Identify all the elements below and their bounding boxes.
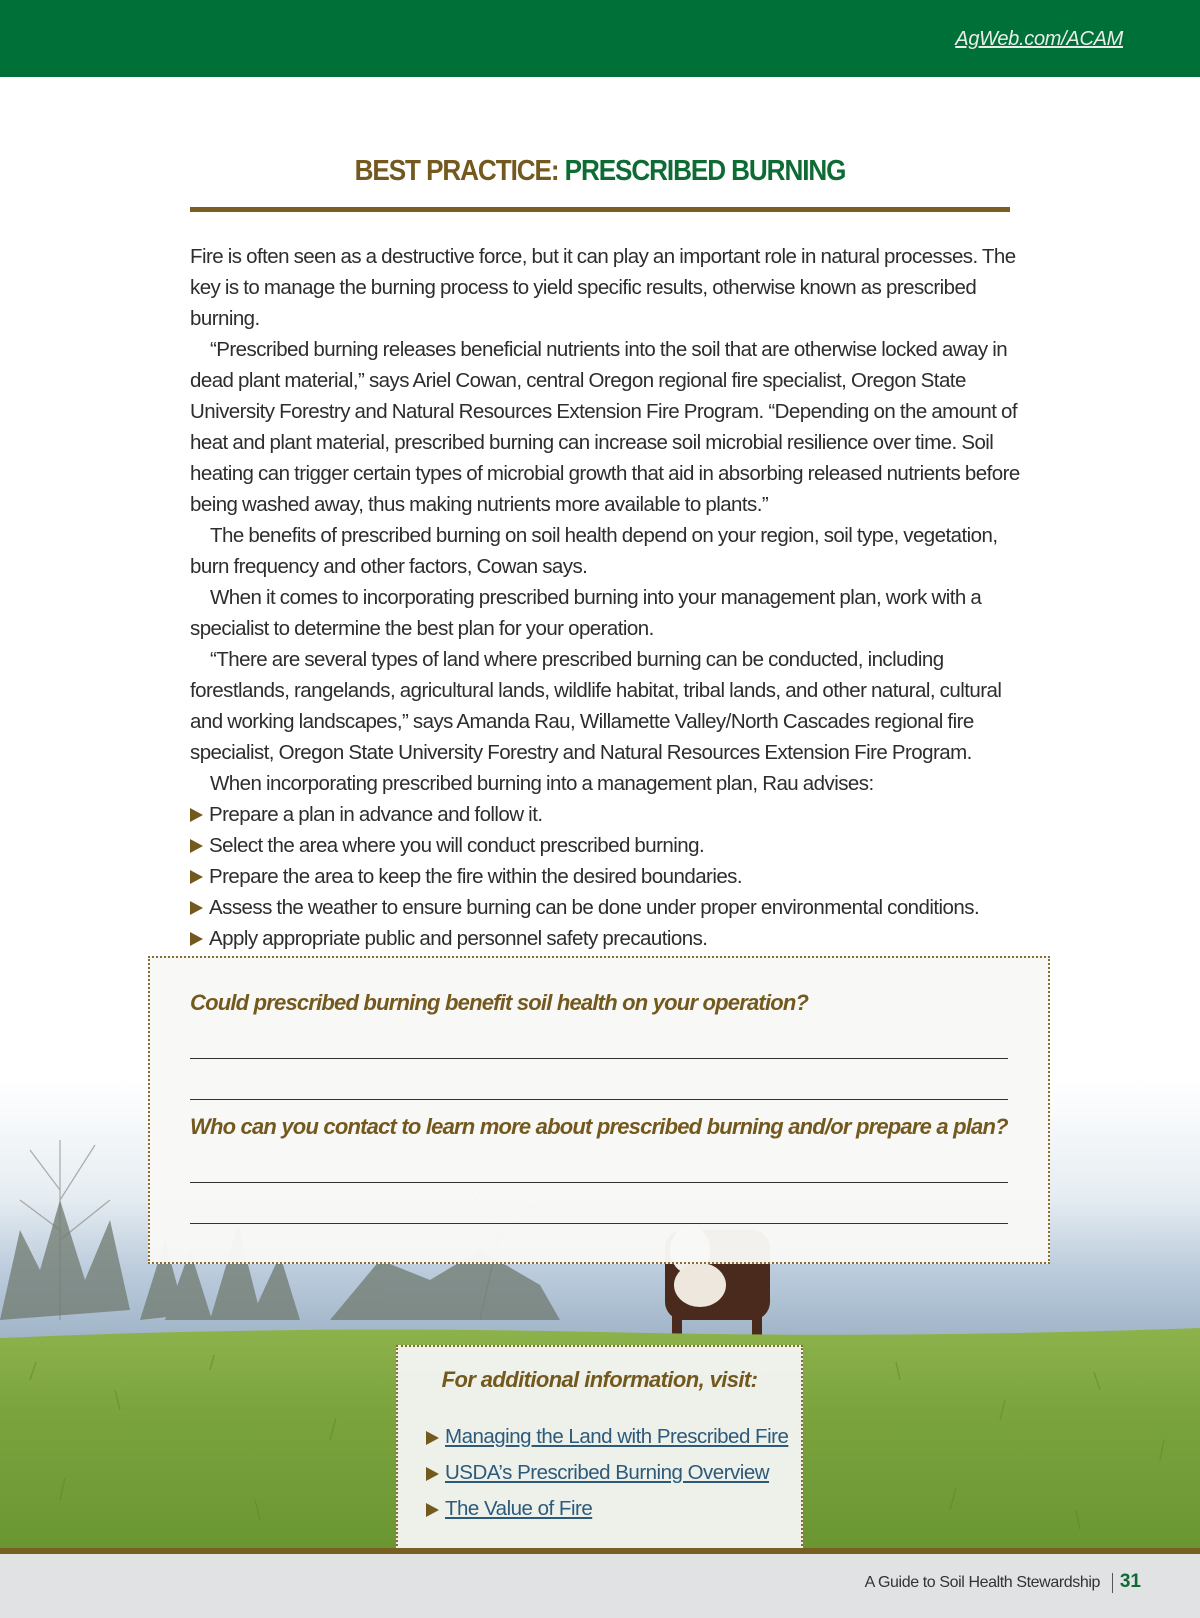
list-item: Assess the weather to ensure burning can be done under proper environmental conditions. <box>190 892 1020 923</box>
link-managing-land[interactable]: Managing the Land with Prescribed Fire <box>445 1425 789 1448</box>
answer-line <box>190 1223 1008 1224</box>
triangle-bullet-icon <box>190 839 203 853</box>
article-body <box>190 241 1020 954</box>
triangle-bullet-icon <box>190 870 203 884</box>
article-paragraph: The benefits of prescribed burning on soil health depend on your region, soil type, vegetation, burn frequency and other factors, Cowan says. <box>190 524 998 578</box>
guide-title: A Guide to Soil Health Stewardship <box>864 1574 1100 1591</box>
answer-line <box>190 1099 1008 1100</box>
list-item <box>426 1455 788 1491</box>
article-paragraph: When it comes to incorporating prescribed burning into your management plan, work with a specialist to determine the best plan for your operation. <box>190 586 982 640</box>
additional-info-box <box>396 1345 803 1550</box>
question-2: Who can you contact to learn more about prescribed burning and/or prepare a plan? <box>190 1114 1008 1139</box>
answer-line <box>190 1182 1008 1183</box>
resource-links <box>426 1419 788 1527</box>
top-banner <box>0 0 1200 77</box>
triangle-bullet-icon <box>190 901 203 915</box>
page-footer <box>0 1554 1200 1618</box>
article-paragraph: When incorporating prescribed burning into a management plan, Rau advises: <box>210 772 874 795</box>
list-item: Select the area where you will conduct prescribed burning. <box>190 830 1020 861</box>
link-value-of-fire[interactable]: The Value of Fire <box>445 1497 593 1520</box>
triangle-bullet-icon <box>426 1467 439 1481</box>
list-item: Prepare the area to keep the fire within the desired boundaries. <box>190 861 1020 892</box>
section-label: BEST PRACTICE: <box>354 155 559 187</box>
link-usda-overview[interactable]: USDA’s Prescribed Burning Overview <box>445 1461 770 1484</box>
info-heading: For additional information, visit: <box>441 1367 758 1392</box>
answer-line <box>190 1058 1008 1059</box>
list-item <box>426 1491 788 1527</box>
triangle-bullet-icon <box>426 1503 439 1517</box>
triangle-bullet-icon <box>426 1431 439 1445</box>
page-number: 31 <box>1119 1571 1141 1592</box>
article-paragraph: Fire is often seen as a destructive force, but it can play an important role in natural processes. The key is to manage the burning process to yield specific results, otherwise known as prescribed burning. <box>190 245 1016 330</box>
footer-separator <box>1112 1573 1113 1593</box>
article-paragraph: “Prescribed burning releases beneficial nutrients into the soil that are otherwise locked away in dead plant material,” says Ariel Cowan, central Oregon regional fire specialist, Oregon State University Forestry and Natural Resources Extension Fire Program. “Depending on the amount of heat and plant material, prescribed burning can increase soil microbial resilience over time. Soil heating can trigger certain types of microbial growth that aid in absorbing released nutrients before being washed away, thus making nutrients more available to plants.” <box>190 338 1020 516</box>
heading-divider <box>190 207 1010 212</box>
advice-list <box>190 799 1020 954</box>
list-item <box>426 1419 788 1455</box>
list-item: Apply appropriate public and personnel safety precautions. <box>190 923 1020 954</box>
section-heading <box>231 155 969 188</box>
reflection-questions-box <box>148 956 1050 1264</box>
list-item: Prepare a plan in advance and follow it. <box>190 799 1020 830</box>
article-paragraph: “There are several types of land where prescribed burning can be conducted, including forestlands, rangelands, agricultural lands, wildlife habitat, tribal lands, and other natural, cultural and working landscapes,” says Amanda Rau, Willamette Valley/North Cascades regional fire specialist, Oregon State University Forestry and Natural Resources Extension Fire Program. <box>190 648 1002 764</box>
triangle-bullet-icon <box>190 808 203 822</box>
agweb-link[interactable]: AgWeb.com/ACAM <box>955 28 1123 50</box>
question-1: Could prescribed burning benefit soil health on your operation? <box>190 990 809 1015</box>
triangle-bullet-icon <box>190 932 203 946</box>
section-title: PRESCRIBED BURNING <box>564 155 846 187</box>
